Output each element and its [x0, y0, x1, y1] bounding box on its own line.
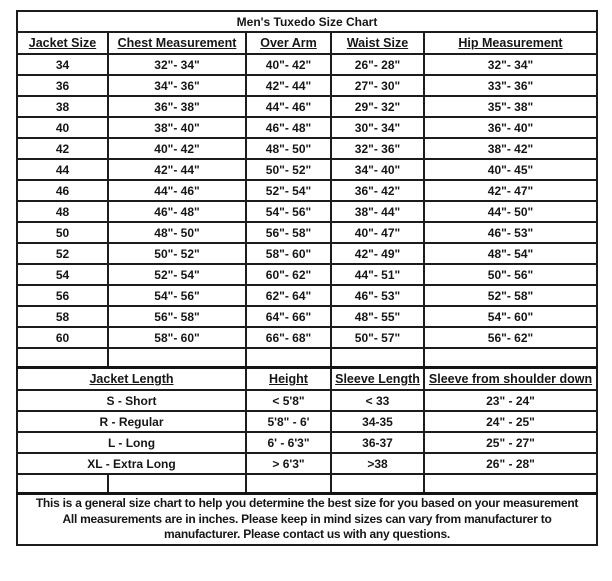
empty-cell	[17, 348, 108, 368]
column-header-label: Waist Size	[346, 36, 409, 50]
column-header	[246, 368, 331, 391]
size-chart-image	[16, 10, 598, 546]
measurement-cell: 46"- 48"	[246, 117, 331, 138]
measurement-cell: 42"- 44"	[108, 159, 246, 180]
jacket-size-cell: 46	[17, 180, 108, 201]
size-row	[17, 75, 597, 96]
measurement-cell: 40"- 42"	[108, 138, 246, 159]
measurement-cell: 50"- 56"	[424, 264, 597, 285]
measurement-cell: 62"- 64"	[246, 285, 331, 306]
measurement-cell: 34-35	[331, 411, 424, 432]
jacket-size-cell: 40	[17, 117, 108, 138]
measurement-cell: 35"- 38"	[424, 96, 597, 117]
footer-line: All measurements are in inches. Please keep in mind sizes can vary from manufacturer to	[62, 511, 552, 526]
size-row	[17, 306, 597, 327]
measurement-cell: 23" - 24"	[424, 390, 597, 411]
measurement-cell: 5'8" - 6'	[246, 411, 331, 432]
measurement-cell: 34"- 36"	[108, 75, 246, 96]
chart-title: Men's Tuxedo Size Chart	[17, 11, 597, 32]
column-header	[17, 32, 108, 54]
size-row	[17, 180, 597, 201]
measurement-cell: 54"- 56"	[108, 285, 246, 306]
measurement-cell: 42"- 44"	[246, 75, 331, 96]
measurement-cell: 56"- 58"	[246, 222, 331, 243]
empty-cell	[246, 474, 331, 494]
measurement-cell: 52"- 54"	[108, 264, 246, 285]
measurement-cell: 24" - 25"	[424, 411, 597, 432]
footer-row	[17, 494, 597, 545]
column-header	[331, 368, 424, 391]
column-header-label: Jacket Length	[89, 372, 174, 386]
column-header	[246, 32, 331, 54]
column-header	[424, 32, 597, 54]
size-row	[17, 222, 597, 243]
size-table-body	[17, 54, 597, 348]
measurement-cell: 32"- 34"	[108, 54, 246, 75]
column-header	[424, 368, 597, 391]
size-row	[17, 201, 597, 222]
empty-cell	[331, 474, 424, 494]
jacket-size-cell: 34	[17, 54, 108, 75]
spacer-row	[17, 474, 597, 494]
size-row	[17, 138, 597, 159]
measurement-cell: 46"- 53"	[424, 222, 597, 243]
size-row	[17, 117, 597, 138]
measurement-cell: 54"- 60"	[424, 306, 597, 327]
empty-cell	[246, 348, 331, 368]
empty-cell	[424, 474, 597, 494]
measurement-cell: 29"- 32"	[331, 96, 424, 117]
jacket-size-cell: 58	[17, 306, 108, 327]
measurement-cell: 26"- 28"	[331, 54, 424, 75]
footer-note	[17, 494, 597, 545]
measurement-cell: 6' - 6'3"	[246, 432, 331, 453]
column-header	[331, 32, 424, 54]
measurement-cell: 30"- 34"	[331, 117, 424, 138]
measurement-cell: 38"- 40"	[108, 117, 246, 138]
measurement-cell: 44"- 46"	[108, 180, 246, 201]
measurement-cell: 40"- 47"	[331, 222, 424, 243]
jacket-size-cell: 38	[17, 96, 108, 117]
length-row	[17, 411, 597, 432]
footer-line: manufacturer. Please contact us with any questions.	[164, 527, 451, 541]
measurement-cell: 27"- 30"	[331, 75, 424, 96]
jacket-length-cell: L - Long	[17, 432, 246, 453]
tuxedo-size-chart-table	[16, 10, 598, 546]
measurement-cell: < 33	[331, 390, 424, 411]
measurement-cell: 54"- 56"	[246, 201, 331, 222]
size-header-row	[17, 32, 597, 54]
title-row	[17, 11, 597, 32]
measurement-cell: > 6'3"	[246, 453, 331, 474]
measurement-cell: 52"- 54"	[246, 180, 331, 201]
empty-cell	[17, 474, 108, 494]
measurement-cell: 32"- 34"	[424, 54, 597, 75]
jacket-size-cell: 36	[17, 75, 108, 96]
measurement-cell: 48"- 54"	[424, 243, 597, 264]
jacket-length-cell: XL - Extra Long	[17, 453, 246, 474]
measurement-cell: 34"- 40"	[331, 159, 424, 180]
jacket-size-cell: 52	[17, 243, 108, 264]
column-header-label: Over Arm	[260, 36, 317, 50]
measurement-cell: 38"- 42"	[424, 138, 597, 159]
measurement-cell: 52"- 58"	[424, 285, 597, 306]
column-header-label: Sleeve from shoulder down	[428, 372, 593, 386]
jacket-size-cell: 48	[17, 201, 108, 222]
measurement-cell: 36-37	[331, 432, 424, 453]
footer-line: This is a general size chart to help you determine the best size for you based on your measurement	[35, 496, 579, 510]
length-table-body	[17, 390, 597, 474]
column-header	[108, 32, 246, 54]
size-row	[17, 264, 597, 285]
jacket-size-cell: 56	[17, 285, 108, 306]
jacket-size-cell: 42	[17, 138, 108, 159]
measurement-cell: 58"- 60"	[246, 243, 331, 264]
measurement-cell: 50"- 52"	[246, 159, 331, 180]
measurement-cell: 44"- 51"	[331, 264, 424, 285]
measurement-cell: 36"- 40"	[424, 117, 597, 138]
measurement-cell: 38"- 44"	[331, 201, 424, 222]
measurement-cell: 44"- 50"	[424, 201, 597, 222]
measurement-cell: 44"- 46"	[246, 96, 331, 117]
measurement-cell: 60"- 62"	[246, 264, 331, 285]
measurement-cell: 25" - 27"	[424, 432, 597, 453]
length-row	[17, 390, 597, 411]
spacer-row	[17, 348, 597, 368]
empty-cell	[108, 474, 246, 494]
measurement-cell: 46"- 53"	[331, 285, 424, 306]
length-row	[17, 453, 597, 474]
empty-cell	[331, 348, 424, 368]
measurement-cell: 58"- 60"	[108, 327, 246, 348]
jacket-length-cell: R - Regular	[17, 411, 246, 432]
measurement-cell: 56"- 58"	[108, 306, 246, 327]
length-header-row	[17, 368, 597, 391]
size-row	[17, 54, 597, 75]
measurement-cell: 33"- 36"	[424, 75, 597, 96]
measurement-cell: 66"- 68"	[246, 327, 331, 348]
empty-cell	[424, 348, 597, 368]
measurement-cell: 64"- 66"	[246, 306, 331, 327]
length-row	[17, 432, 597, 453]
measurement-cell: 32"- 36"	[331, 138, 424, 159]
column-header-label: Chest Measurement	[117, 36, 237, 50]
size-row	[17, 327, 597, 348]
jacket-length-cell: S - Short	[17, 390, 246, 411]
measurement-cell: < 5'8"	[246, 390, 331, 411]
measurement-cell: 40"- 45"	[424, 159, 597, 180]
measurement-cell: 50"- 52"	[108, 243, 246, 264]
measurement-cell: 36"- 38"	[108, 96, 246, 117]
measurement-cell: 46"- 48"	[108, 201, 246, 222]
jacket-size-cell: 60	[17, 327, 108, 348]
measurement-cell: 42"- 47"	[424, 180, 597, 201]
size-row	[17, 96, 597, 117]
empty-cell	[108, 348, 246, 368]
size-row	[17, 285, 597, 306]
measurement-cell: 42"- 49"	[331, 243, 424, 264]
measurement-cell: 48"- 50"	[108, 222, 246, 243]
measurement-cell: 26" - 28"	[424, 453, 597, 474]
measurement-cell: 48"- 50"	[246, 138, 331, 159]
jacket-size-cell: 54	[17, 264, 108, 285]
measurement-cell: 40"- 42"	[246, 54, 331, 75]
measurement-cell: 36"- 42"	[331, 180, 424, 201]
measurement-cell: 56"- 62"	[424, 327, 597, 348]
measurement-cell: 50"- 57"	[331, 327, 424, 348]
column-header	[17, 368, 246, 391]
column-header-label: Sleeve Length	[335, 372, 420, 386]
column-header-label: Jacket Size	[28, 36, 97, 50]
jacket-size-cell: 50	[17, 222, 108, 243]
size-row	[17, 159, 597, 180]
column-header-label: Height	[269, 372, 308, 386]
measurement-cell: >38	[331, 453, 424, 474]
column-header-label: Hip Measurement	[458, 36, 563, 50]
measurement-cell: 48"- 55"	[331, 306, 424, 327]
size-row	[17, 243, 597, 264]
jacket-size-cell: 44	[17, 159, 108, 180]
